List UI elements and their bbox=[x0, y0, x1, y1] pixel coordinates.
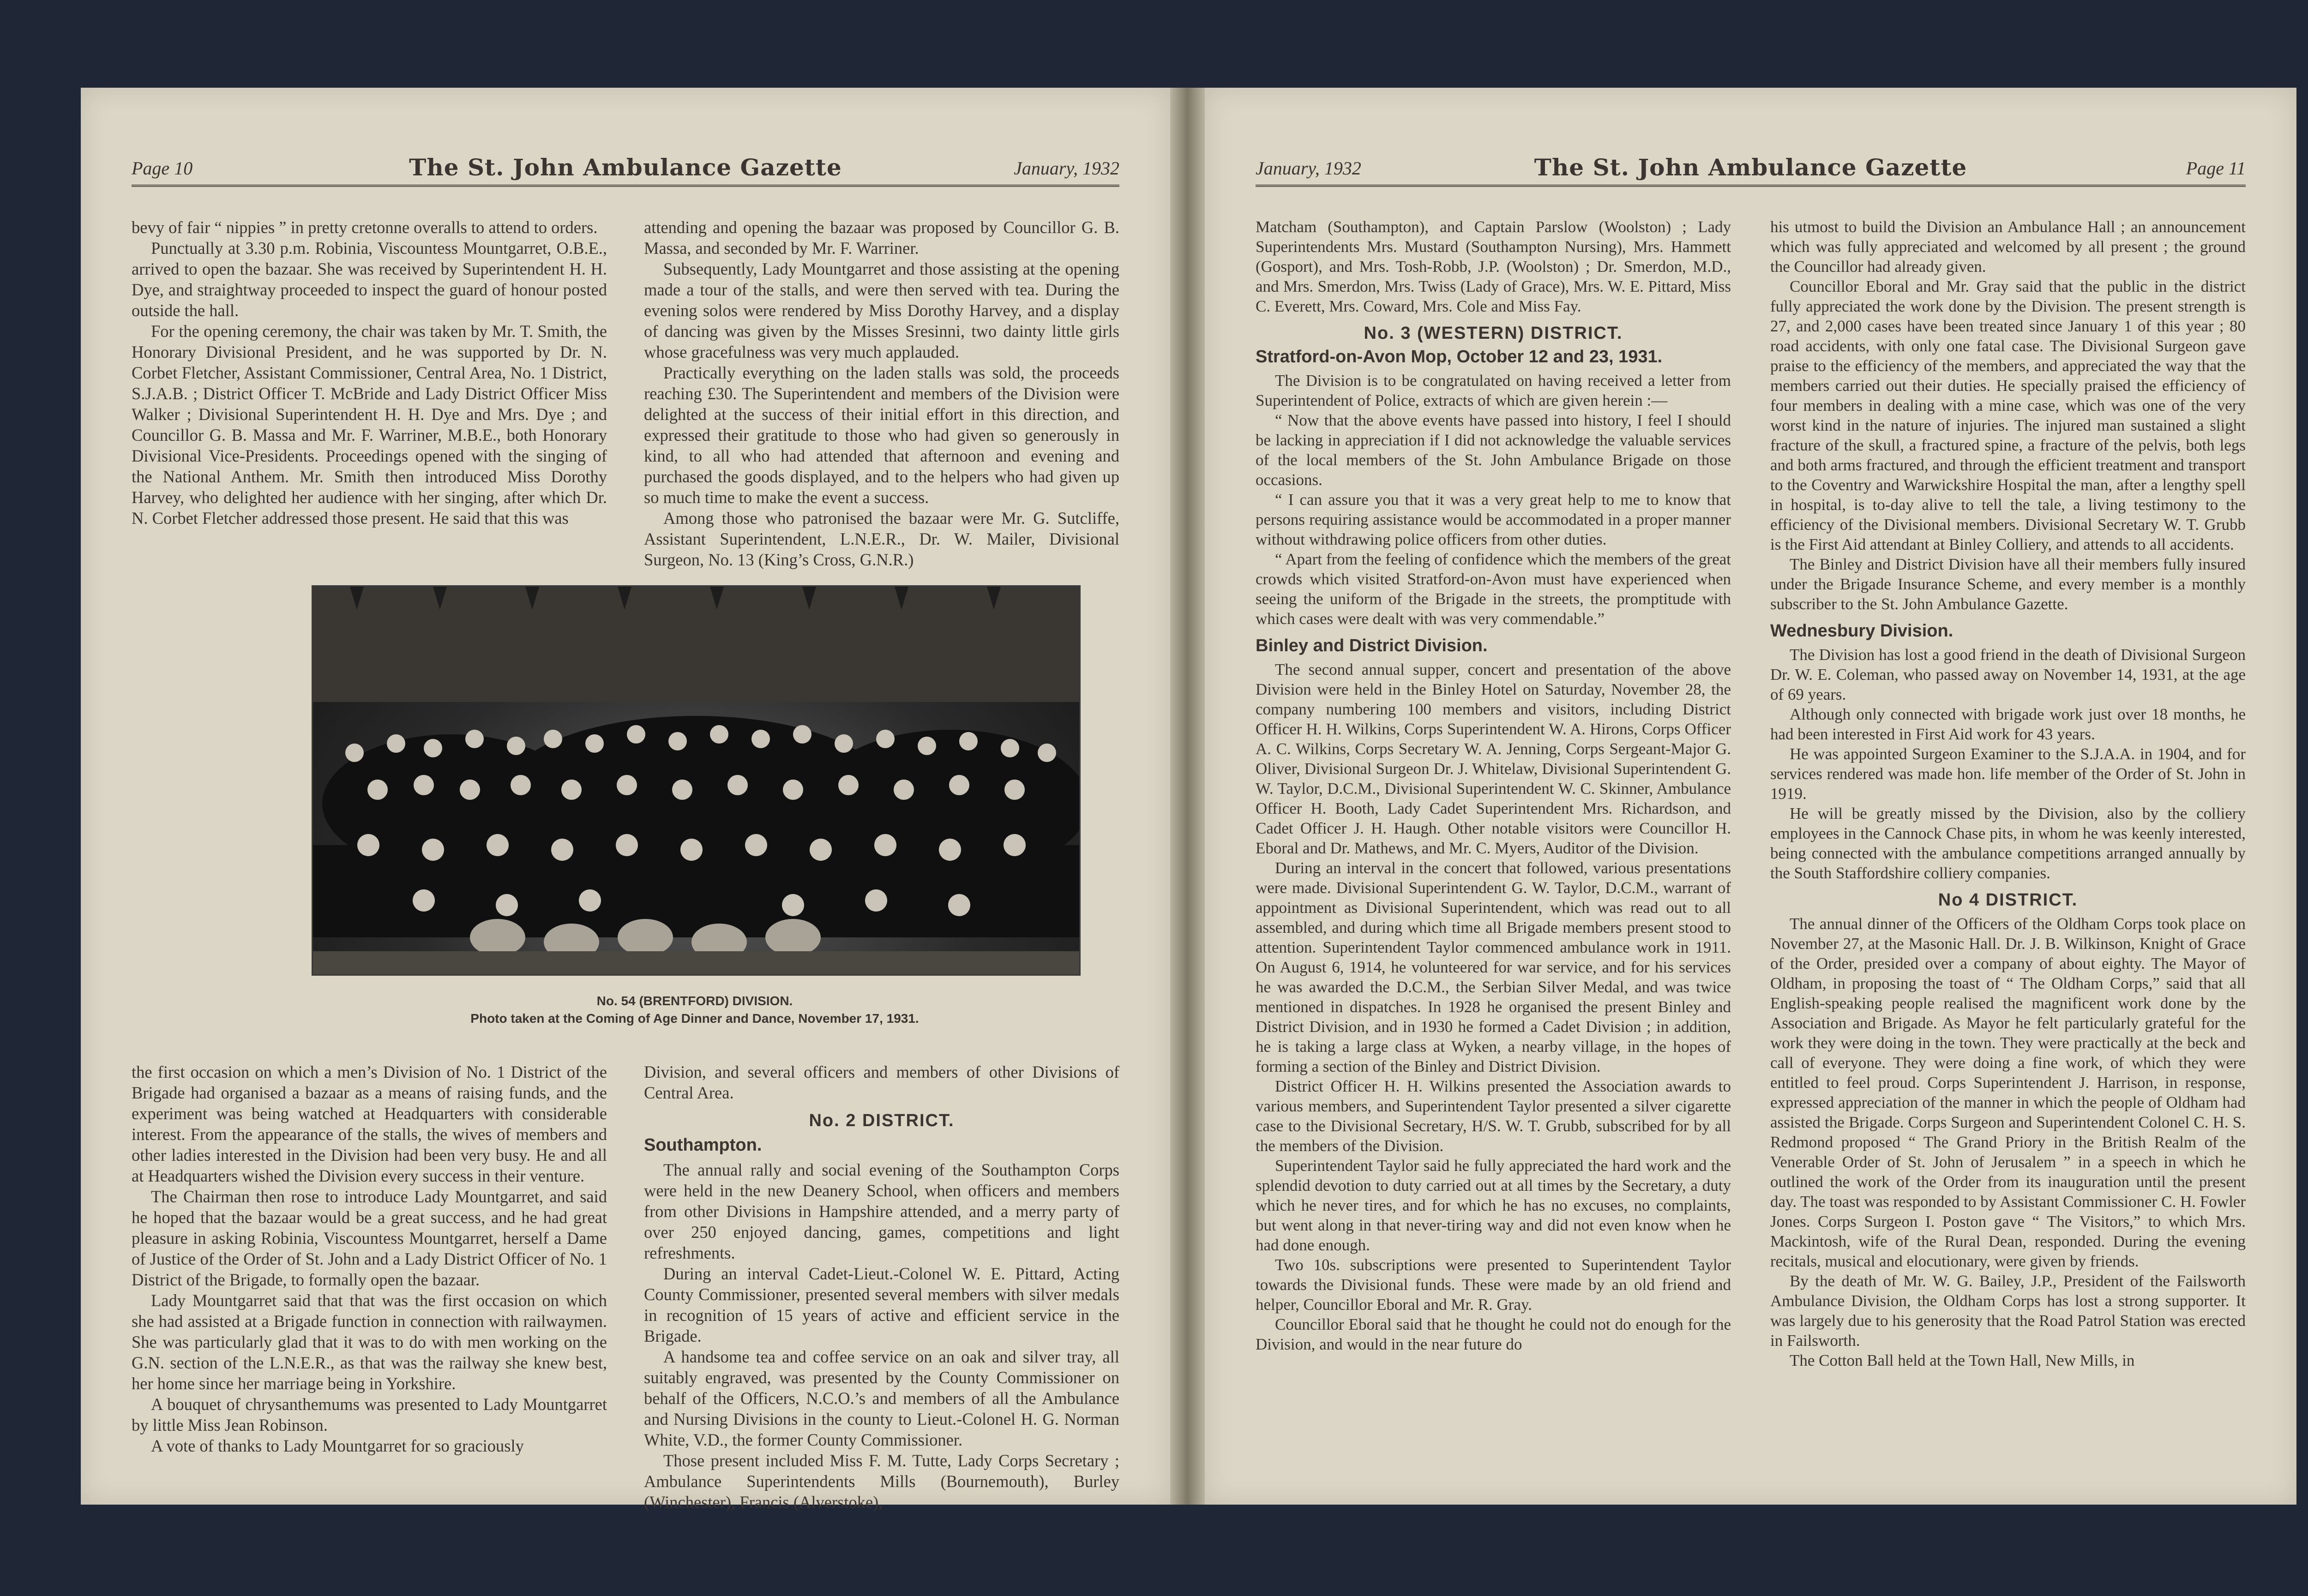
paragraph: During an interval Cadet-Lieut.-Colonel W. E. Pittard, Acting County Commissioner, presented several members with silver medals in recognition of 15 years of active and efficient service in the Brigade. bbox=[644, 1264, 1119, 1345]
paragraph: The Cotton Ball held at the Town Hall, New Mills, in bbox=[1790, 1351, 2135, 1369]
paragraph: attending and opening the bazaar was proposed by Councillor G. B. Massa, and seconded by Mr. F. Warriner. bbox=[644, 218, 1119, 258]
paragraph: Subsequently, Lady Mountgarret and those assisting at the opening made a tour of the stalls, and were then served with tea. During the evening solos were rendered by Miss Dorothy Harvey, and a display of dancing was given by the Misses Sresinni, two dainty little girls whose gracefulness was very much applauded. bbox=[644, 259, 1119, 361]
paragraph: Punctually at 3.30 p.m. Robinia, Viscountess Mountgarret, O.B.E., arrived to open the bazaar. She was received by Superintendent H. H. Dye, and straightway proceeded to inspect the guard of honour posted outside the hall. bbox=[132, 239, 607, 320]
paragraph: Lady Mountgarret said that that was the first occasion on which she had assisted at a Brigade function in connection with railwaymen. She was particularly glad that it was to do with men working on the G.N. section of the L.N.E.R., as that was the railway she knew best, her home since her marriage being in Yorkshire. bbox=[132, 1291, 607, 1393]
paragraph: “ Apart from the feeling of confidence which the members of the great crowds which visited Stratford-on-Avon must have experienced when seeing the uniform of the Brigade in the streets, the promptitude with which cases were dealt with was very commendable.” bbox=[1256, 550, 1731, 628]
paragraph: The Division is to be congratulated on having received a letter from Superintendent of Police, extracts of which are given herein :— bbox=[1256, 372, 1731, 409]
section-heading: No. 3 (WESTERN) DISTRICT. bbox=[1364, 324, 1623, 343]
left-col2-bottom bbox=[644, 1062, 1119, 1512]
paragraph: By the death of Mr. W. G. Bailey, J.P., President of the Failsworth Ambulance Division, the Oldham Corps has lost a strong supporter. It was largely due to his generosity that the Road Patrol Station was erected in Failsworth. bbox=[1770, 1272, 2246, 1350]
left-page-number: Page 10 bbox=[132, 158, 193, 179]
subsection-heading: Stratford-on-Avon Mop, October 12 and 23, 1931. bbox=[1256, 347, 1663, 366]
left-col1-top bbox=[132, 217, 607, 528]
right-col2 bbox=[1770, 217, 2246, 1370]
paragraph: The Chairman then rose to introduce Lady Mountgarret, and said he hoped that the bazaar would be a great success, and he had great pleasure in asking Robinia, Viscountess Mountgarret, herself a Dame of Justice of the Order of St. John and a Lady District Officer of No. 1 District of the Brigade, to formally open the bazaar. bbox=[132, 1187, 607, 1289]
paragraph: District Officer H. H. Wilkins presented the Association awards to various members, and Superintendent Taylor presented a silver cigarette case to the Divisional Secretary, H/S. W. T. Grubb, subscribed for by all the members of the Division. bbox=[1256, 1077, 1731, 1155]
paragraph: The second annual supper, concert and presentation of the above Division were held in the Binley Hotel on Saturday, November 28, the company numbering 100 members and visitors, including District Officer H. H. Wilkins, Corps Superintendent W. A. Hirons, Corps Officer A. C. Wilkins, Corps Secretary W. A. Jenning, Corps Sergeant-Major G. Oliver, Divisional Surgeon Dr. J. Whitelaw, Divisional Superintendent G. W. Taylor, D.C.M., Divisional Superintendent W. C. Skinner, Ambulance Officer H. Booth, Lady Cadet Superintendent Mrs. Richardson, and Cadet Officer J. H. Haugh. Other notable visitors were Councillor H. Eboral and Dr. Mathews, and Mr. C. Myers, Auditor of the Division. bbox=[1256, 660, 1731, 857]
right-page-date: January, 1932 bbox=[1256, 158, 1361, 179]
paragraph: his utmost to build the Division an Ambulance Hall ; an announcement which was fully appreciated and welcomed by all present ; the ground the Councillor had already given. bbox=[1770, 218, 2246, 276]
subsection-heading: Southampton. bbox=[644, 1135, 762, 1155]
paragraph: For the opening ceremony, the chair was taken by Mr. T. Smith, the Honorary Divisional President, and he was supported by Dr. N. Corbet Fletcher, Assistant Commissioner, Central Area, No. 1 District, S.J.A.B. ; District Officer T. McBride and Lady District Officer Miss Walker ; Divisional Superintendent H. H. Dye and Mrs. Dye ; and Councillor G. B. Massa and Mr. F. Warriner, M.B.E., both Honorary Divisional Vice-Presidents. Proceedings opened with the singing of the National Anthem. Mr. Smith then introduced Miss Dorothy Harvey, who delighted her audience with her singing, after which Dr. N. Corbet Fletcher addressed those present. He said that this was bbox=[132, 322, 607, 528]
section-heading: No 4 DISTRICT. bbox=[1938, 890, 2078, 910]
paragraph: “ I can assure you that it was a very great help to me to know that persons requiring assistance would be accommodated in a proper manner without withdrawing police officers from other duties. bbox=[1256, 491, 1731, 548]
subsection-heading: Wednesbury Division. bbox=[1770, 621, 1953, 641]
right-col1 bbox=[1256, 217, 1731, 1354]
left-col1-bottom bbox=[132, 1062, 607, 1456]
photo-caption-subtitle: Photo taken at the Coming of Age Dinner and Dance, November 17, 1931. bbox=[470, 1011, 919, 1026]
paragraph: The annual dinner of the Officers of the Oldham Corps took place on November 27, at the Masonic Hall. Dr. J. B. Wilkinson, Knight of Grace of the Order, presided over a company of about eighty. The Mayor of Oldham, in proposing the toast of “ The Oldham Corps,” said that all English-speaking people realised the magnificent work done by the Association and Brigade. As Mayor he felt particularly grateful for the work they were doing in the town. They were practically at the beck and call of everyone. They were doing a fine work, of which they were entitled to feel proud. Corps Superintendent J. Harrison, in response, expressed appreciation of the manner in which the people of Oldham had assisted the Brigade. Corps Surgeon and Superintendent Colonel C. H. S. Redmond proposed “ The Grand Priory in the British Realm of the Venerable Order of St. John of Jerusalem ” in a speech in which he outlined the work of the Order from its inauguration until the present day. The toast was responded to by Assistant Commissioner C. H. Fowler Jones. Corps Surgeon I. Poston gave “ The Visitors,” to which Mrs. Mackintosh, wife of the Rural Dean, responded. During the evening recitals, musical and elocutionary, were given by friends. bbox=[1770, 915, 2246, 1270]
paragraph: A bouquet of chrysanthemums was presented to Lady Mountgarret by little Miss Jean Robinson. bbox=[132, 1395, 607, 1434]
paragraph: bevy of fair “ nippies ” in pretty cretonne overalls to attend to orders. bbox=[132, 218, 598, 237]
paragraph: “ Now that the above events have passed into history, I feel I should be lacking in appreciation if I did not acknowledge the valuable services of the local members of the St. John Ambulance Brigade on those occasions. bbox=[1256, 411, 1731, 489]
paragraph: He will be greatly missed by the Division, also by the colliery employees in the Cannock Chase pits, in whom he was keenly interested, being connected with the ambulance competitions arranged annually by the South Staffordshire colliery companies. bbox=[1770, 804, 2246, 882]
left-page bbox=[81, 88, 1170, 1512]
paragraph: Matcham (Southampton), and Captain Parslow (Woolston) ; Lady Superintendents Mrs. Mustard (Southampton Nursing), Mrs. Hammett (Gosport), and Mrs. Tosh-Robb, J.P. (Woolston) ; Dr. Smerdon, M.D., and Mrs. Smerdon, Mrs. Twiss (Lady of Grace), Mrs. W. E. Pittard, Miss C. Everett, Mrs. Coward, Mrs. Cole and Miss Fay. bbox=[1256, 218, 1731, 315]
paragraph: A handsome tea and coffee service on an oak and silver tray, all suitably engraved, was presented by the County Commissioner on behalf of the Officers, N.C.O.’s and members of all the Ambulance and Nursing Divisions in the county to Lieut.-Colonel H. G. Norman White, V.D., the former County Commissioner. bbox=[644, 1347, 1119, 1449]
right-masthead: The St. John Ambulance Gazette bbox=[1534, 154, 1967, 181]
book-gutter bbox=[1170, 88, 1205, 1505]
group-photo-image bbox=[313, 587, 1079, 974]
paragraph: The Division has lost a good friend in the death of Divisional Surgeon Dr. W. E. Coleman, who passed away on November 14, 1931, at the age of 69 years. bbox=[1770, 646, 2246, 703]
paragraph: He was appointed Surgeon Examiner to the S.J.A.A. in 1904, and for services rendered was made hon. life member of the Order of St. John in 1919. bbox=[1770, 745, 2246, 803]
right-page-number: Page 11 bbox=[2186, 158, 2246, 179]
paragraph: Although only connected with brigade work just over 18 months, he had been interested in First Aid work for 43 years. bbox=[1770, 705, 2246, 743]
paragraph: Two 10s. subscriptions were presented to Superintendent Taylor towards the Divisional funds. These were made by an old friend and helper, Councillor Eboral and Mr. R. Gray. bbox=[1256, 1256, 1731, 1314]
subsection-heading: Binley and District Division. bbox=[1256, 636, 1488, 655]
right-page-header bbox=[1256, 152, 2246, 187]
photo-caption-title: No. 54 (BRENTFORD) DIVISION. bbox=[596, 994, 793, 1008]
left-col2-top bbox=[644, 217, 1119, 570]
paragraph: Practically everything on the laden stalls was sold, the proceeds reaching £30. The Superintendent and members of the Division were delighted at the success of their initial effort in this direction, and expressed their gratitude to those who had given so generously in kind, to all who had attended that afternoon and evening and purchased the goods displayed, and to the helpers who had given up so much time to make the event a success. bbox=[644, 363, 1119, 507]
paragraph: Superintendent Taylor said he fully appreciated the hard work and the splendid devotion to duty carried out at all times by the Secretary, a duty which he never tires, and for which he has no excuses, no complaints, but went along in that never-tiring way and did not even know when he had done enough. bbox=[1256, 1157, 1731, 1254]
paragraph: the first occasion on which a men’s Division of No. 1 District of the Brigade had organised a bazaar as a means of raising funds, and the experiment was being watched at Headquarters with considerable interest. From the appearance of the stalls, the wives of members and other ladies interested in the Division had been very busy. He and all at Headquarters wished the Division every success in their venture. bbox=[132, 1062, 607, 1185]
paragraph: A vote of thanks to Lady Mountgarret for so graciously bbox=[151, 1436, 524, 1455]
right-page bbox=[1205, 88, 2296, 1505]
left-page-date: January, 1932 bbox=[1014, 158, 1119, 179]
paragraph: Councillor Eboral and Mr. Gray said that the public in the district fully appreciated the work done by the Division. The present strength is 27, and 2,000 cases have been treated since January 1 of this year ; 80 road accidents, with only one fatal case. The Divisional Surgeon gave praise to the efficiency of the members, and appreciated the way that the members carried out their duties. He specially praised the efficiency of four members in dealing with a mine case, which was one of the very worst kind in the nature of injuries. The injured man sustained a slight fracture of the skull, a fractured spine, a fracture of the pelvis, both legs and both arms fractured, and through the efficient treatment and transport to the Coventry and Warwickshire Hospital the man, after a lengthy spell in hospital, is to-day alive to tell the tale, a living testimony to the efficiency of the Divisional members. Divisional Secretary W. T. Grubb is the First Aid attendant at Binley Colliery, and attends to all accidents. bbox=[1770, 277, 2246, 553]
left-page-header bbox=[132, 152, 1119, 187]
paragraph: During an interval in the concert that followed, various presentations were made. Divisional Superintendent G. W. Taylor, D.C.M., warrant of appointment as Divisional Superintendent, which was read out to all assembled, and during which time all Brigade members present stood to attention. Superintendent Taylor commenced ambulance work in 1911. On August 6, 1914, he volunteered for war service, and for his services he was awarded the D.C.M., the Serbian Silver Medal, and was twice mentioned in dispatches. In 1928 he organised the present Binley and District Division, and in 1930 he formed a Cadet Division ; in addition, he is taking a large class at Wyken, a nearby village, in the hopes of forming a section of the Binley and District Division. bbox=[1256, 859, 1731, 1075]
paragraph: Division, and several officers and members of other Divisions of Central Area. bbox=[644, 1062, 1119, 1102]
left-masthead: The St. John Ambulance Gazette bbox=[409, 154, 842, 181]
paragraph: The annual rally and social evening of the Southampton Corps were held in the new Deanery School, when officers and members from other Divisions in Hampshire attended, and a merry party of over 250 enjoyed dancing, games, competitions and light refreshments. bbox=[644, 1160, 1119, 1262]
section-heading: No. 2 DISTRICT. bbox=[809, 1111, 955, 1130]
photo-caption bbox=[312, 992, 1078, 1027]
paragraph: Among those who patronised the bazaar were Mr. G. Sutcliffe, Assistant Superintendent, L.N.E.R., Dr. W. Mailer, Divisional Surgeon, No. 13 (King’s Cross, G.N.R.) bbox=[644, 509, 1119, 569]
group-photograph bbox=[312, 585, 1081, 976]
paragraph: Councillor Eboral said that he thought he could not do enough for the Division, and would in the near future do bbox=[1256, 1315, 1731, 1353]
paragraph: Those present included Miss F. M. Tutte, Lady Corps Secretary ; Ambulance Superintendents Mills (Bournemouth), Burley (Winchester), Francis (Alverstoke), bbox=[644, 1451, 1119, 1512]
paragraph: The Binley and District Division have all their members fully insured under the Brigade Insurance Scheme, and every member is a monthly subscriber to the St. John Ambulance Gazette. bbox=[1770, 555, 2246, 613]
